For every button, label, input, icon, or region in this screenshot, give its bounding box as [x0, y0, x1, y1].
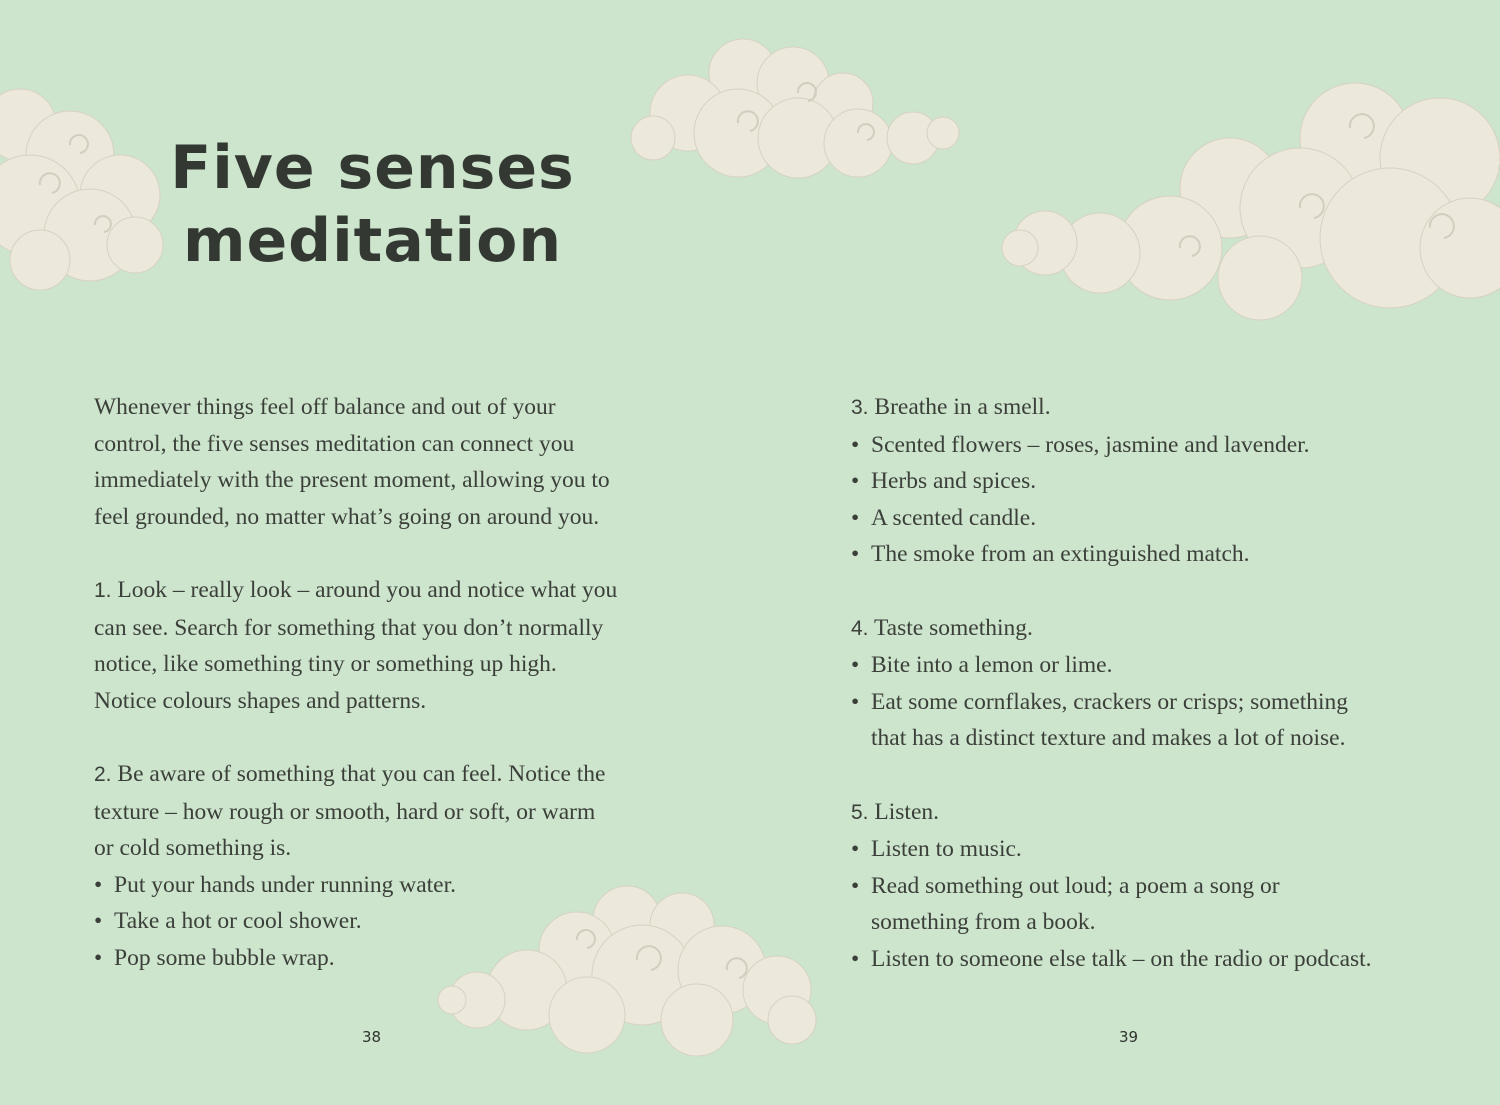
intro-line: Whenever things feel off balance and out of your: [94, 394, 556, 420]
right-page-text: [851, 389, 1451, 978]
list-item: • Take a hot or cool shower.: [94, 903, 694, 940]
step-2-line: [94, 756, 694, 794]
step-number: 3.: [851, 396, 869, 419]
step-3-smell: [851, 389, 1451, 573]
cloud-illustration-top-right: [1000, 78, 1500, 330]
step-text: Be aware of something that you can feel. Notice the: [111, 760, 606, 787]
cloud-illustration-top-left: [0, 85, 170, 295]
title-line-2: meditation: [182, 206, 563, 276]
list-item: • Put your hands under running water.: [94, 867, 694, 904]
intro-paragraph: [94, 389, 694, 535]
list-item-continuation: that has a distinct texture and makes a lot of noise.: [871, 725, 1346, 752]
list-item-text: Eat some cornflakes, crackers or crisps; something: [871, 688, 1349, 715]
step-1-line: can see. Search for something that you don’t normally: [94, 614, 604, 641]
step-3-heading: [851, 389, 1451, 427]
list-item: • A scented candle.: [851, 500, 1451, 537]
list-item: [851, 868, 1451, 941]
left-page-text: [94, 389, 694, 977]
step-number: 4.: [851, 616, 869, 640]
list-item: [851, 684, 1451, 757]
step-5-listen: [851, 794, 1451, 978]
list-item-text: Read something out loud; a poem a song or: [871, 872, 1280, 899]
list-item: • Herbs and spices.: [851, 463, 1451, 500]
step-number: 2.: [94, 762, 112, 786]
title-line-1: Five senses: [170, 133, 575, 203]
step-text: Look – really look – around you and notice what you: [111, 576, 618, 603]
step-2-line: or cold something is.: [94, 835, 292, 862]
page-number-left: 38: [362, 1028, 382, 1046]
step-5-heading: [851, 794, 1451, 832]
step-2-line: texture – how rough or smooth, hard or soft, or warm: [94, 798, 596, 825]
list-item: • Bite into a lemon or lime.: [851, 647, 1451, 684]
list-item-continuation: something from a book.: [871, 909, 1096, 936]
cloud-illustration-top-center: [628, 33, 963, 188]
page-title: [170, 132, 575, 278]
list-item: • Pop some bubble wrap.: [94, 940, 694, 977]
list-item: • The smoke from an extinguished match.: [851, 536, 1451, 573]
step-1-line: Notice colours shapes and patterns.: [94, 687, 427, 714]
list-item: • Scented flowers – roses, jasmine and lavender.: [851, 427, 1451, 464]
intro-line: control, the five senses meditation can connect you: [94, 430, 575, 457]
step-text: Breathe in a smell.: [868, 394, 1051, 420]
step-text: Taste something.: [868, 614, 1033, 641]
step-1-look: [94, 572, 694, 719]
step-4-taste: [851, 610, 1451, 757]
step-4-heading: [851, 610, 1451, 648]
step-2-feel: [94, 756, 694, 977]
step-number: 1.: [94, 578, 112, 602]
intro-line: immediately with the present moment, allowing you to: [94, 467, 610, 494]
page-number-right: 39: [1119, 1028, 1139, 1046]
intro-line: feel grounded, no matter what’s going on around you.: [94, 503, 600, 530]
step-1-line: [94, 572, 694, 610]
step-number: 5.: [851, 800, 869, 824]
list-item: • Listen to someone else talk – on the radio or podcast.: [851, 941, 1451, 978]
step-1-line: notice, like something tiny or something up high.: [94, 651, 557, 678]
list-item: • Listen to music.: [851, 831, 1451, 868]
step-text: Listen.: [868, 798, 940, 825]
